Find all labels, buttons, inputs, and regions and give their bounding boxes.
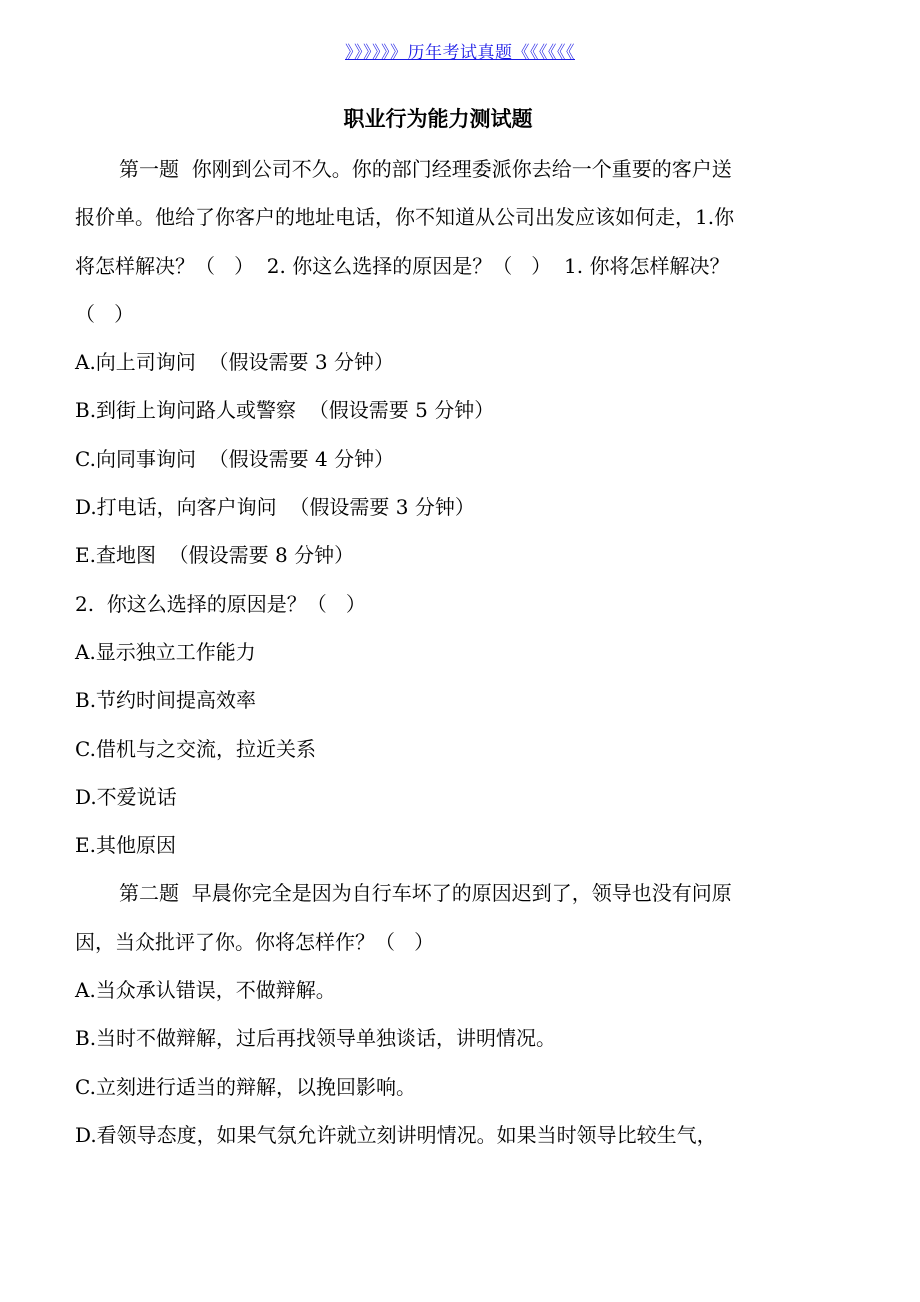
document-body	[75, 145, 810, 1159]
q1-intro-line: 第一题 你刚到公司不久。你的部门经理委派你去给一个重要的客户送	[119, 157, 732, 181]
document-title: 职业行为能力测试题	[343, 107, 533, 131]
q1-option-c: C.向同事询问 （假设需要 4 分钟）	[75, 446, 395, 471]
q2-option-b: B.当时不做辩解，过后再找领导单独谈话，讲明情况。	[75, 1026, 557, 1051]
q2-option-d: D.看领导态度，如果气氛允许就立刻讲明情况。如果当时领导比较生气，	[75, 1122, 717, 1147]
q1-part2-option-d: D.不爱说话	[75, 784, 177, 809]
q2-option-c: C.立刻进行适当的辩解，以挽回影响。	[75, 1074, 416, 1099]
q1-part2-option-c: C.借机与之交流，拉近关系	[75, 736, 316, 761]
q2-option-a: A.当众承认错误，不做辩解。	[75, 978, 336, 1003]
exam-link[interactable]: 》》》》》》历年考试真题《《《《《《	[345, 43, 575, 63]
q1-part2-option-a: A.显示独立工作能力	[75, 639, 256, 664]
q1-part2-option-b: B.节约时间提高效率	[75, 688, 257, 713]
q1-option-d: D.打电话，向客户询问 （假设需要 3 分钟）	[75, 495, 475, 520]
q1-intro-line: 报价单。他给了你客户的地址电话，你不知道从公司出发应该如何走，1.你	[75, 205, 735, 230]
q1-intro-line: （ ）	[75, 301, 135, 326]
q2-intro-line: 因，当众批评了你。你将怎样作？（ ）	[75, 929, 435, 954]
q1-option-a: A.向上司询问 （假设需要 3 分钟）	[75, 350, 394, 375]
q1-option-e: E.查地图 （假设需要 8 分钟）	[75, 543, 355, 568]
q1-intro-line: 将怎样解决？（ ） 2. 你这么选择的原因是？（ ） 1. 你将怎样解决？	[75, 253, 730, 278]
q1-part2-question: 2. 你这么选择的原因是？（ ）	[75, 591, 366, 616]
q2-intro-line: 第二题 早晨你完全是因为自行车坏了的原因迟到了，领导也没有问原	[119, 881, 732, 906]
q1-part2-option-e: E.其他原因	[75, 833, 176, 858]
q1-option-b: B.到街上询问路人或警察 （假设需要 5 分钟）	[75, 398, 495, 423]
